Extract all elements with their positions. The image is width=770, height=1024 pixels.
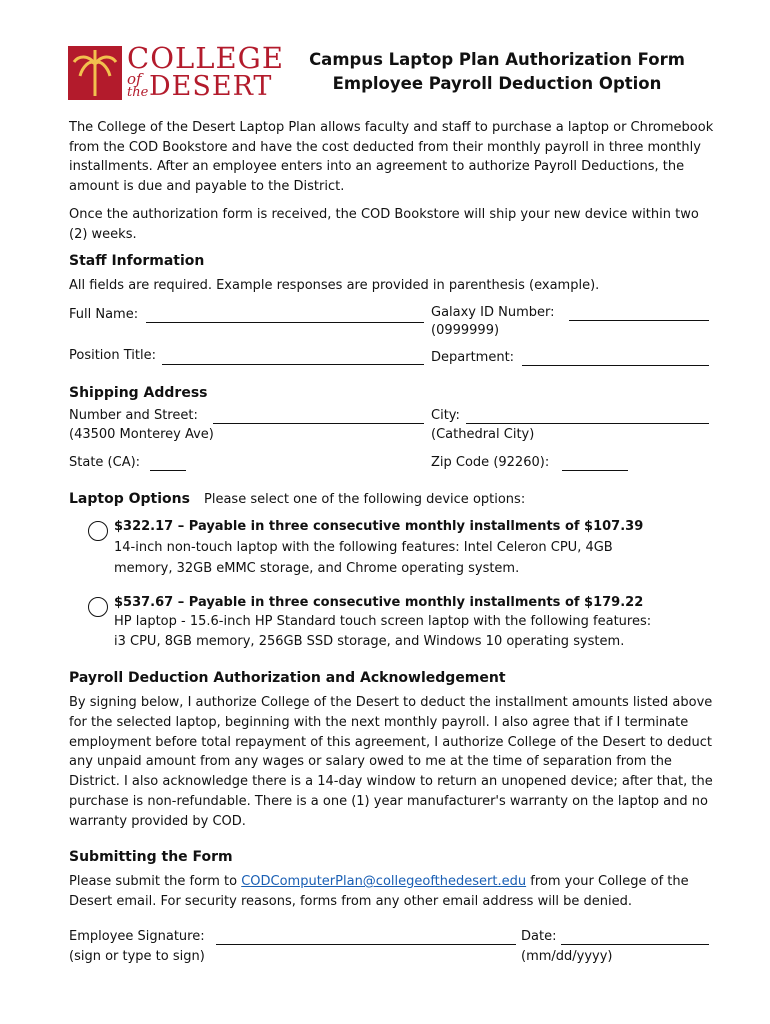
intro-shipping-paragraph: Once the authorization form is received, the COD Bookstore will ship your new device within two (2) weeks. (69, 207, 699, 242)
submit-heading: Submitting the Form (69, 849, 233, 865)
city-example: (Cathedral City) (431, 427, 535, 442)
laptop-options-heading: Laptop Options (69, 491, 190, 507)
logo-college: COLLEGE (127, 41, 284, 75)
state-field[interactable] (150, 470, 186, 471)
laptop-option-1-title: $322.17 – Payable in three consecutive monthly installments of $107.39 (114, 519, 644, 534)
department-label: Department: (431, 350, 515, 365)
street-field[interactable] (213, 423, 424, 424)
signature-field[interactable] (216, 944, 516, 945)
staff-info-heading: Staff Information (69, 253, 205, 269)
position-title-field[interactable] (162, 364, 424, 365)
shipping-heading: Shipping Address (69, 385, 208, 401)
palm-tree-icon (68, 46, 122, 100)
logo-desert: DESERT (149, 71, 273, 102)
logo-the: the (127, 85, 149, 100)
laptop-option-1-desc-line2: memory, 32GB eMMC storage, and Chrome operating system. (114, 561, 520, 576)
laptop-option-1-radio[interactable] (88, 521, 108, 541)
zip-field[interactable] (562, 470, 628, 471)
street-label: Number and Street: (69, 408, 198, 423)
submit-text-before: Please submit the form to (69, 874, 238, 889)
laptop-options-instruction: Please select one of the following device options: (204, 492, 526, 507)
laptop-option-2-title: $537.67 – Payable in three consecutive monthly installments of $179.22 (114, 595, 644, 610)
full-name-label: Full Name: (69, 307, 139, 322)
signature-hint: (sign or type to sign) (69, 949, 205, 964)
submit-text (69, 872, 714, 912)
laptop-option-2-desc-line1: HP laptop - 15.6-inch HP Standard touch screen laptop with the following features: (114, 614, 652, 629)
submit-text-after: from your College of the Desert email. For security reasons, forms from any other email address will be denied. (69, 874, 689, 909)
department-field[interactable] (522, 365, 709, 366)
logo-of: of (127, 70, 142, 88)
form-subtitle: Employee Payroll Deduction Option (332, 74, 662, 93)
date-field[interactable] (561, 944, 709, 945)
city-label: City: (431, 408, 460, 423)
payroll-heading: Payroll Deduction Authorization and Acknowledgement (69, 670, 506, 686)
payroll-text: By signing below, I authorize College of the Desert to deduct the installment amounts listed above for the selected laptop, beginning with the next monthly payroll. I also agree that if I terminate employment before total repayment of this agreement, I authorize College of the Desert to deduct any unpaid amount from any wages or salary owed to me at the time of separation from the District. I also acknowledge there is a 14-day window to return an unopened device; after that, the purchase is non-refundable. There is a one (1) year manufacturer's warranty on the laptop and no warranty provided by COD. (69, 695, 713, 829)
state-label: State (CA): (69, 455, 141, 470)
laptop-option-1-desc-line1: 14-inch non-touch laptop with the following features: Intel Celeron CPU, 4GB (114, 540, 613, 555)
signature-label: Employee Signature: (69, 929, 205, 944)
form-title: Campus Laptop Plan Authorization Form (309, 50, 685, 69)
galaxy-id-field[interactable] (569, 320, 709, 321)
laptop-option-2-desc-line2: i3 CPU, 8GB memory, 256GB SSD storage, and Windows 10 operating system. (114, 634, 625, 649)
submit-email-link[interactable]: CODComputerPlan@collegeofthedesert.edu (241, 874, 527, 889)
galaxy-id-example: (0999999) (431, 323, 500, 338)
zip-label: Zip Code (92260): (431, 455, 550, 470)
date-hint: (mm/dd/yyyy) (521, 949, 613, 964)
intro-paragraph: The College of the Desert Laptop Plan allows faculty and staff to purchase a laptop or Chromebook from the COD Bookstore and have the cost deducted from their monthly payroll in three monthly installments. After an employee enters into an agreement to authorize Payroll Deductions, the amount is due and payable to the District. (69, 120, 714, 195)
college-logo-emblem (68, 46, 122, 100)
street-example: (43500 Monterey Ave) (69, 427, 214, 442)
position-title-label: Position Title: (69, 348, 156, 363)
full-name-field[interactable] (146, 322, 424, 323)
staff-info-note: All fields are required. Example responses are provided in parenthesis (example). (69, 278, 600, 293)
galaxy-id-label: Galaxy ID Number: (431, 305, 555, 320)
date-label: Date: (521, 929, 557, 944)
laptop-option-2-radio[interactable] (88, 597, 108, 617)
city-field[interactable] (466, 423, 709, 424)
